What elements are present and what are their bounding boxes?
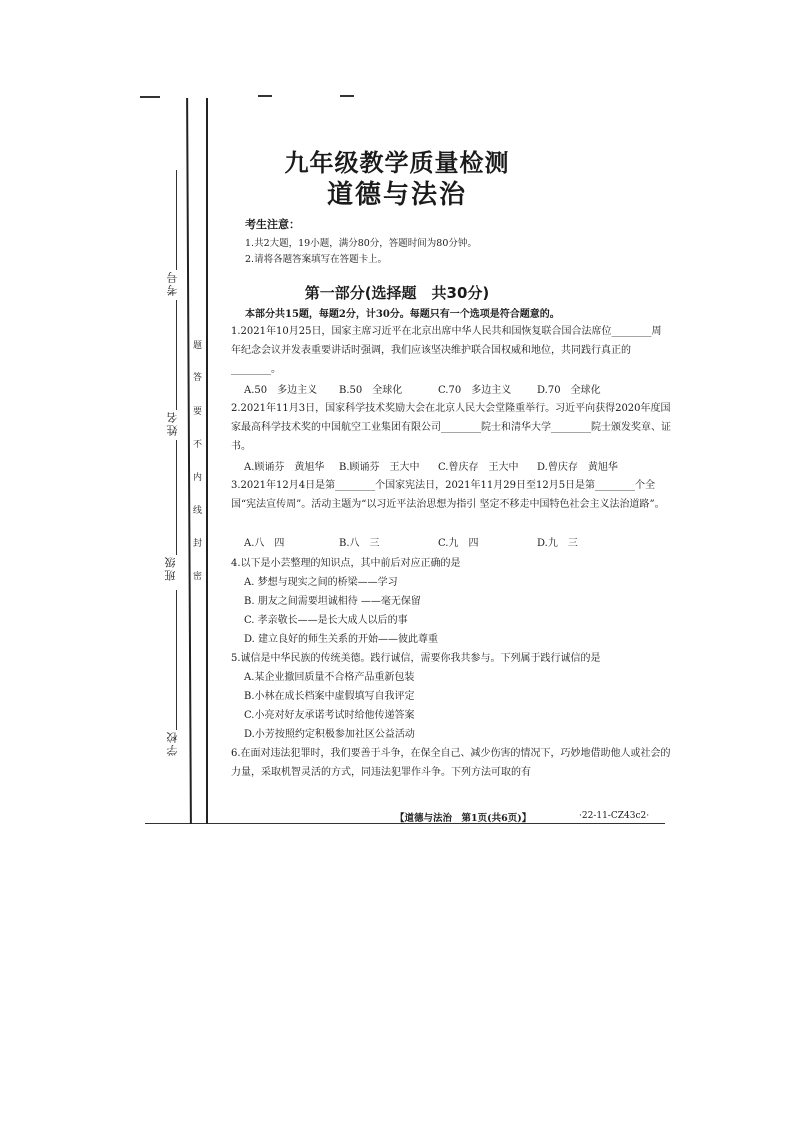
option: D. 建立良好的师生关系的开始——彼此尊重 <box>244 634 439 645</box>
seal-char: 线 <box>193 506 203 516</box>
seal-char: 要 <box>193 407 203 417</box>
field-line <box>176 300 178 410</box>
field-line <box>176 590 178 730</box>
field-label-class: 班级 <box>164 555 177 581</box>
option: A. 梦想与现实之间的桥梁——学习 <box>244 577 398 588</box>
field-label-exam-no: 考号 <box>166 270 179 296</box>
option: D.70 全球化 <box>537 385 601 396</box>
part-title: 第一部分(选择题 共30分) <box>304 284 490 302</box>
field-label-name: 姓名 <box>166 410 179 436</box>
option: B.顾诵芬 王大中 <box>339 462 420 473</box>
option: C.九 四 <box>438 538 479 549</box>
option: B.50 全球化 <box>339 385 403 396</box>
option: B. 朋友之间需要坦诚相待 ——毫无保留 <box>244 596 421 607</box>
notice-item: 2.请将各题答案填写在答题卡上。 <box>245 254 388 265</box>
field-line <box>176 440 178 555</box>
option: A.八 四 <box>244 538 285 549</box>
scan-mark <box>258 95 272 97</box>
option: B.小林在成长档案中虚假填写自我评定 <box>244 691 415 702</box>
seal-char: 题 <box>193 341 203 351</box>
option: C.曾庆存 王大中 <box>438 462 519 473</box>
option: A.顾诵芬 黄旭华 <box>244 462 325 473</box>
part-intro: 本部分共15题，每题2分，计30分。每题只有一个选项是符合题意的。 <box>245 309 560 320</box>
question-2: 2.2021年11月3日，国家科学技术奖励大会在北京人民大会堂隆重举行。习近平向获得2020年度国家最高科学技术奖的中国航空工业集团有限公司________院士和清华大学________院士颁发奖章、证书。 <box>231 403 671 452</box>
option: D.小芳按照约定积极参加社区公益活动 <box>244 729 415 740</box>
seal-char: 密 <box>193 572 203 582</box>
option: D.曾庆存 黄旭华 <box>537 462 618 473</box>
field-label-school: 学校 <box>166 730 179 756</box>
question-6: 6.在面对违法犯罪时，我们要善于斗争，在保全自己、减少伤害的情况下，巧妙地借助他人或社会的力量，采取机智灵活的方式，同违法犯罪作斗争。下列方法可取的有 <box>231 748 671 778</box>
question-1: 1.2021年10月25日，国家主席习近平在北京出席中华人民共和国恢复联合国合法席位________周年纪念会议并发表重要讲话时强调，我们应该坚决维护联合国权威和地位，共同践行真正的________。 <box>231 326 662 375</box>
notice-heading: 考生注意： <box>245 218 300 231</box>
exam-title: 九年级教学质量检测 <box>284 149 510 177</box>
option: A.50 多边主义 <box>244 385 318 396</box>
seal-char: 答 <box>193 373 203 383</box>
seal-char: 封 <box>193 539 203 549</box>
page-footer: 【道德与法治 第1页(共6页)】 <box>395 813 532 824</box>
option: C.小亮对好友承诺考试时给他传递答案 <box>244 710 415 721</box>
question-5: 5.诚信是中华民族的传统美德。践行诚信，需要你我共参与。下列属于践行诚信的是 <box>231 653 601 664</box>
seal-char: 不 <box>193 440 203 450</box>
scan-mark <box>140 96 160 98</box>
scan-mark <box>340 95 354 97</box>
notice-item: 1.共2大题，19小题，满分80分，答题时间为80分钟。 <box>245 238 477 249</box>
seal-char: 内 <box>193 473 203 483</box>
option: B.八 三 <box>339 538 380 549</box>
subject-title: 道德与法治 <box>326 180 467 210</box>
question-3: 3.2021年12月4日是第________个国家宪法日，2021年11月29日至12月5日是第________个全国“宪法宣传周”。活动主题为“以习近平法治思想为指引 坚定不移走中国特色社会主义法治道路”。 <box>231 480 665 510</box>
option: D.九 三 <box>537 538 578 549</box>
option: C. 孝亲敬长——是长大成人以后的事 <box>244 615 408 626</box>
question-4: 4.以下是小芸整理的知识点，其中前后对应正确的是 <box>231 558 461 569</box>
paper-code: ·22-11-CZ43c2· <box>579 811 650 821</box>
option: C.70 多边主义 <box>438 385 512 396</box>
option: A.某企业撤回质量不合格产品重新包装 <box>244 672 415 683</box>
